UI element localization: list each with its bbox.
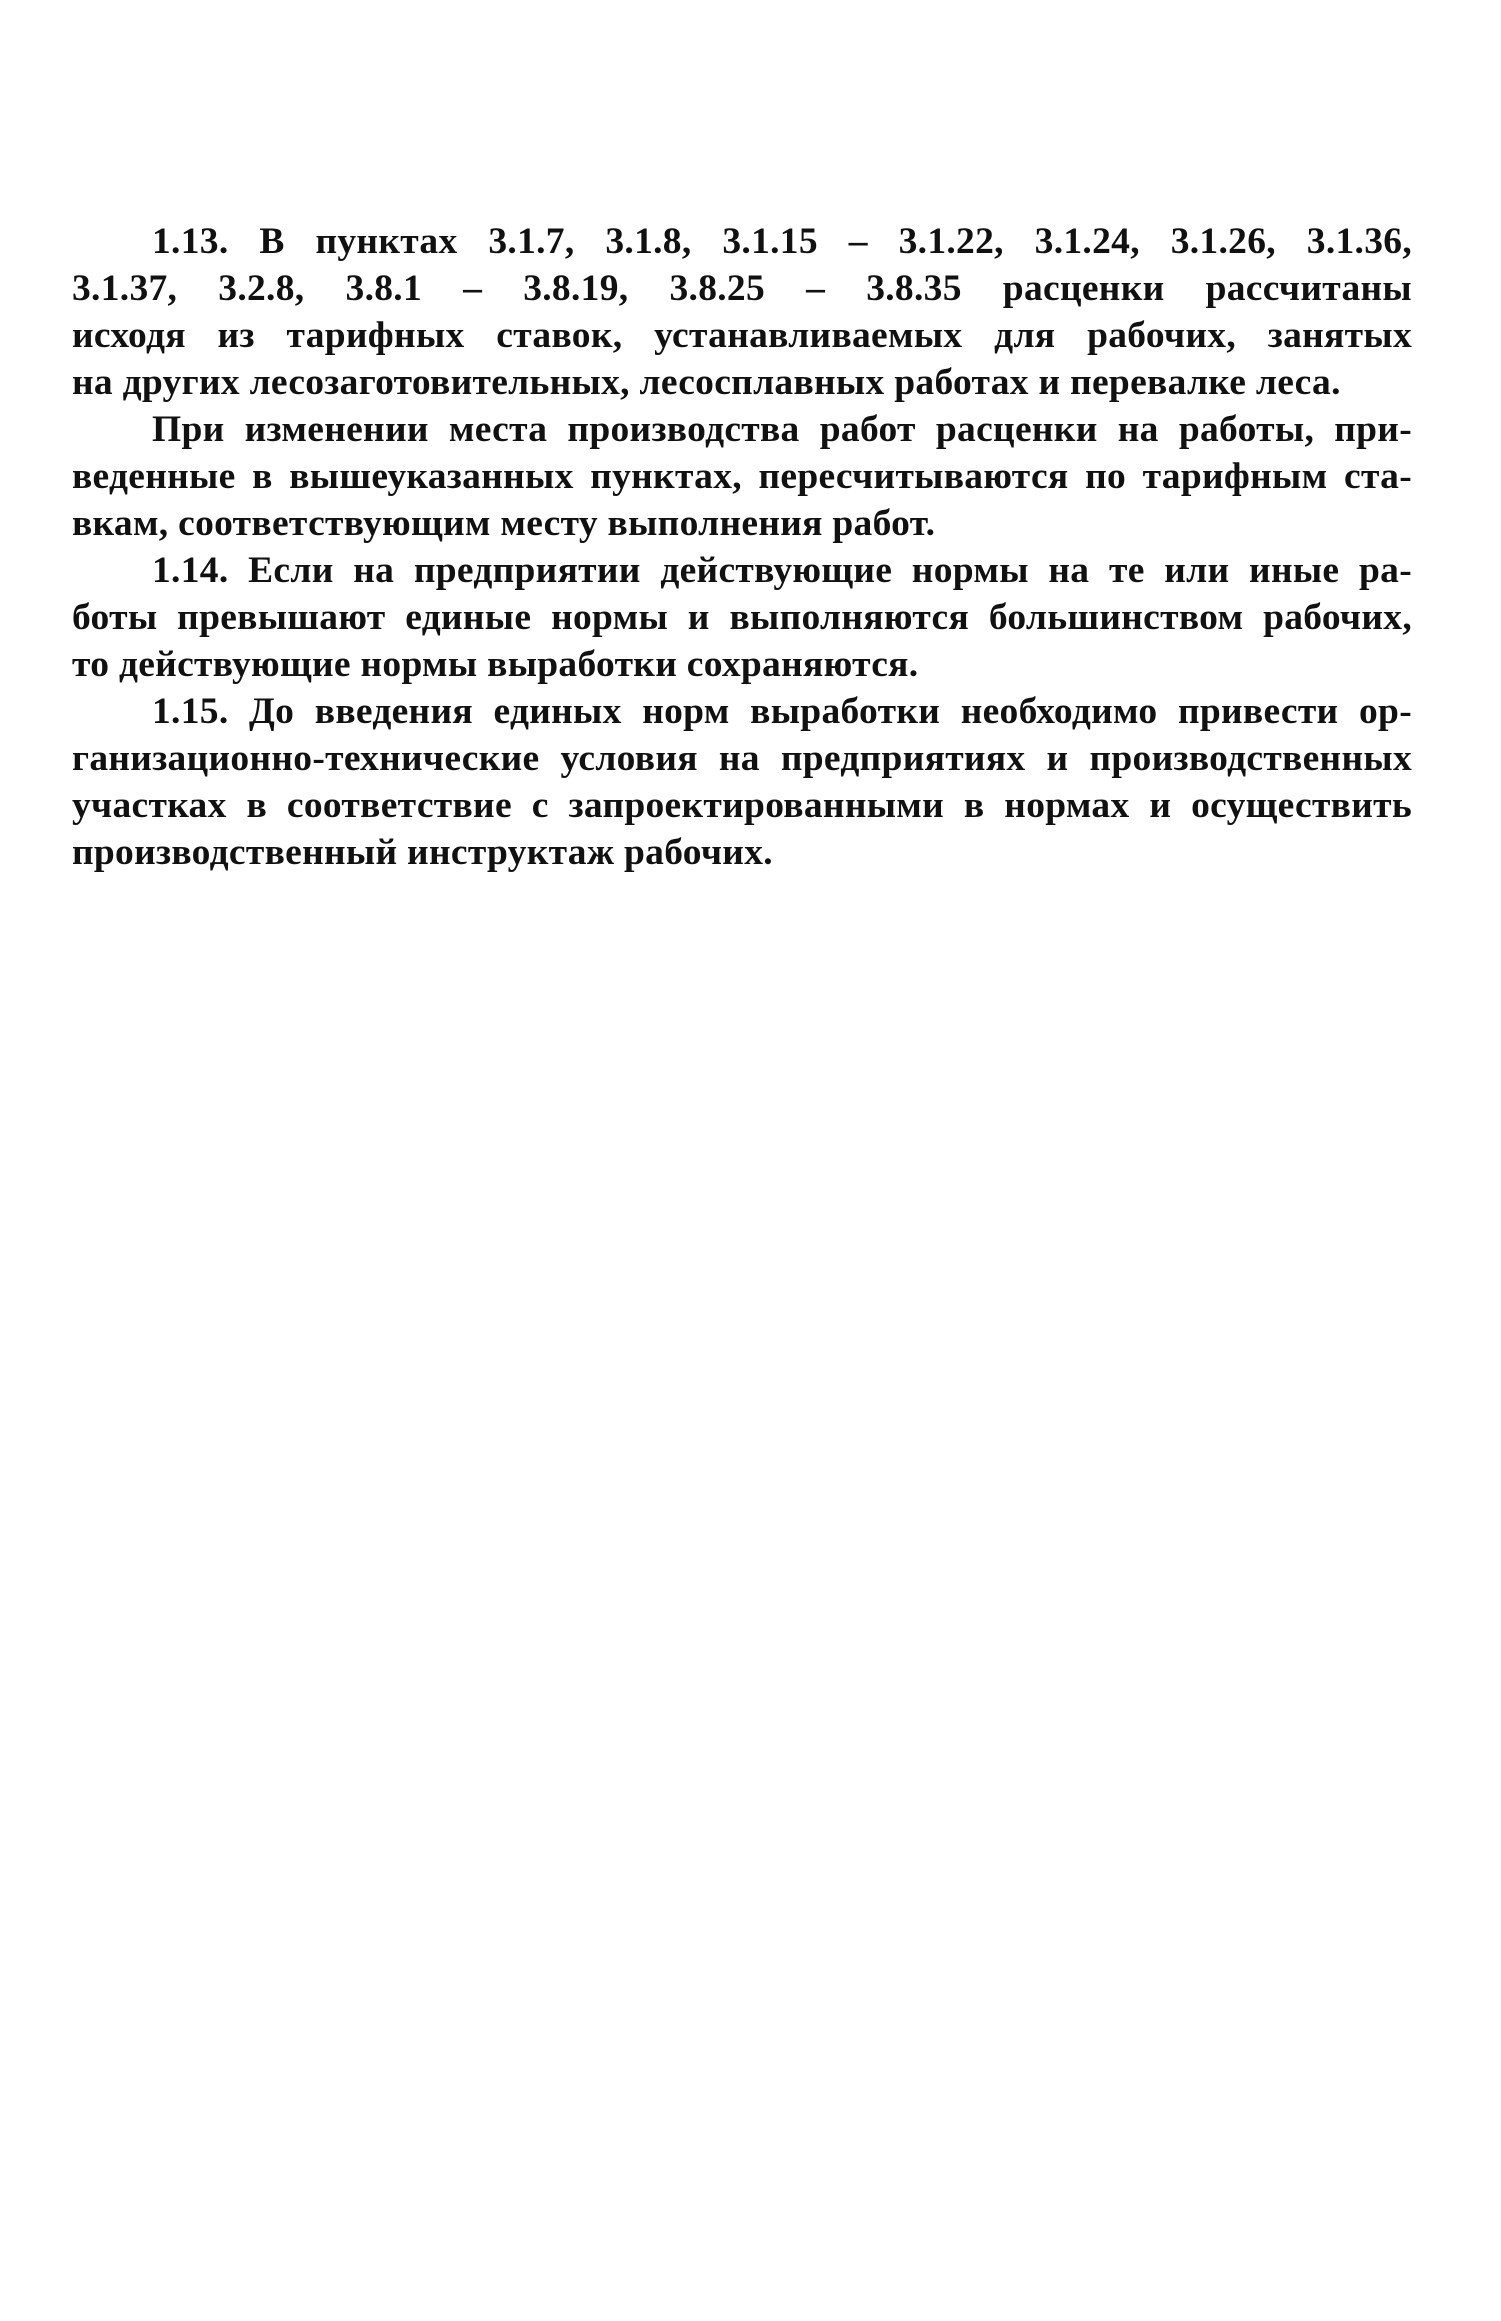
text-line: вкам, соответствующим месту выполнения работ.	[72, 503, 936, 544]
text-line: ганизационно-технические условия на предприятиях и производственных	[72, 738, 1412, 779]
text-line: то действующие нормы выработки сохраняются.	[72, 644, 919, 685]
paragraph-1-15	[72, 688, 1412, 876]
text-line: 3.1.37, 3.2.8, 3.8.1 – 3.8.19, 3.8.25 – 3.8.35 расценки рассчитаны	[72, 268, 1412, 309]
paragraph-1-14	[72, 547, 1412, 688]
text-line: При изменении места производства работ расценки на работы, при-	[152, 409, 1412, 450]
paragraph-1-13	[72, 218, 1412, 406]
text-line: участках в соответствие с запроектированными в нормах и осуществить	[72, 785, 1412, 826]
text-line: боты превышают единые нормы и выполняются большинством рабочих,	[72, 597, 1412, 638]
text-line: на других лесозаготовительных, лесосплавных работах и перевалке леса.	[72, 362, 1341, 403]
text-line: 1.13. В пунктах 3.1.7, 3.1.8, 3.1.15 – 3.1.22, 3.1.24, 3.1.26, 3.1.36,	[152, 221, 1412, 262]
text-line: 1.14. Если на предприятии действующие нормы на те или иные ра-	[152, 550, 1412, 591]
document-body	[72, 218, 1412, 876]
text-line: производственный инструктаж рабочих.	[72, 832, 773, 873]
text-line: 1.15. До введения единых норм выработки необходимо привести ор-	[152, 691, 1412, 732]
text-line: веденные в вышеуказанных пунктах, пересчитываются по тарифным ста-	[72, 456, 1412, 497]
text-line: исходя из тарифных ставок, устанавливаемых для рабочих, занятых	[72, 315, 1412, 356]
paragraph-rate-recalc	[72, 406, 1412, 547]
